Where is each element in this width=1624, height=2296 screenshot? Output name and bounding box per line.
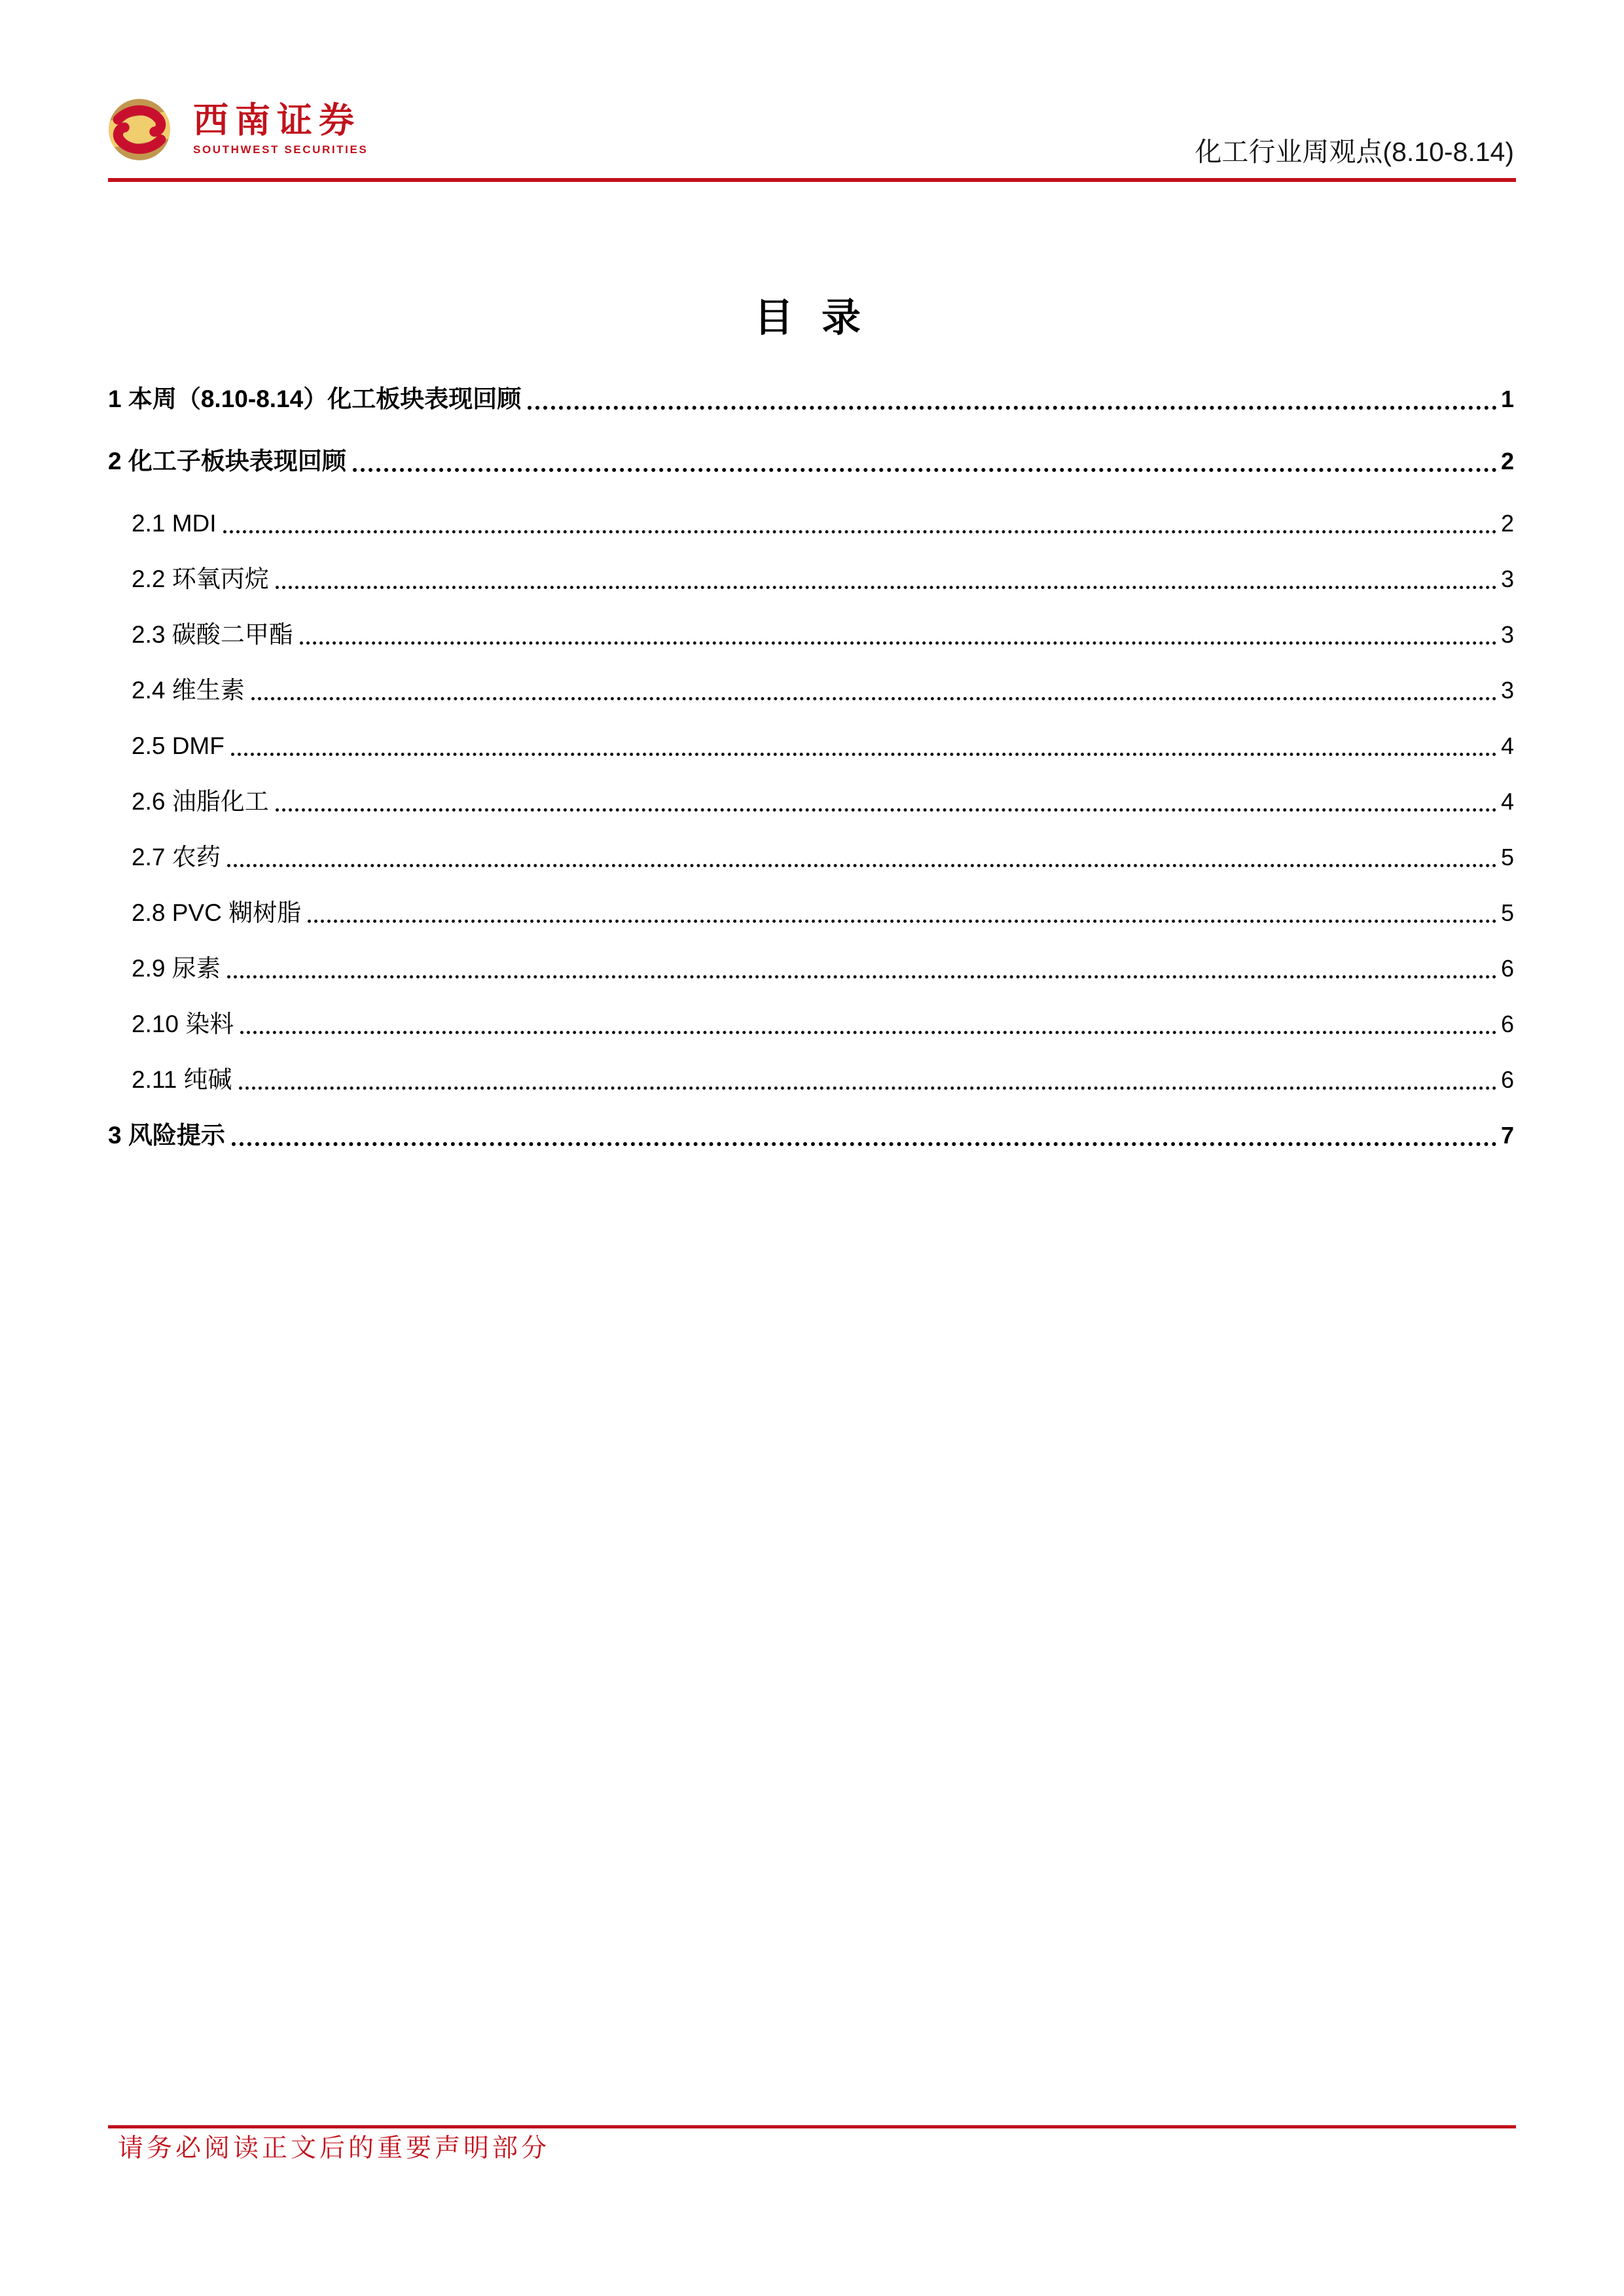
dot-leader xyxy=(300,641,1497,645)
toc-entry-page: 3 xyxy=(1500,621,1514,648)
toc-entry-page: 6 xyxy=(1500,1066,1514,1093)
dot-leader xyxy=(276,586,1497,589)
toc-entry-2-10[interactable] xyxy=(108,1008,1514,1041)
dot-leader xyxy=(353,468,1497,472)
brand-name-english: SOUTHWEST SECURITIES xyxy=(193,143,369,156)
toc-entry-page: 4 xyxy=(1500,732,1514,759)
dot-leader xyxy=(276,808,1497,812)
report-title: 化工行业周观点(8.10-8.14) xyxy=(1195,137,1514,167)
toc-entry-page: 1 xyxy=(1500,386,1514,412)
dot-leader xyxy=(232,1142,1497,1146)
toc-entry-label: 2.7 农药 xyxy=(132,844,221,870)
toc-entry-label: 2.2 环氧丙烷 xyxy=(132,565,269,592)
page-header xyxy=(0,0,1624,183)
toc-entry-page: 7 xyxy=(1500,1122,1514,1149)
toc-entry-page: 6 xyxy=(1500,1011,1514,1037)
toc-entry-2-7[interactable] xyxy=(108,841,1514,874)
dot-leader xyxy=(240,1031,1497,1034)
brand-name-chinese: 西南证券 xyxy=(193,101,361,140)
toc-entry-page: 4 xyxy=(1500,788,1514,815)
toc-entry-3[interactable] xyxy=(108,1119,1514,1152)
dot-leader xyxy=(231,753,1497,756)
toc-entry-2-2[interactable] xyxy=(108,563,1514,596)
header-divider xyxy=(108,178,1516,182)
toc-entry-page: 2 xyxy=(1500,448,1514,475)
toc-list xyxy=(108,383,1514,1181)
toc-entry-2-4[interactable] xyxy=(108,674,1514,707)
toc-entry-label: 3 风险提示 xyxy=(108,1122,225,1149)
toc-entry-label: 2.3 碳酸二甲酯 xyxy=(132,621,293,648)
toc-entry-2-11[interactable] xyxy=(108,1064,1514,1096)
toc-entry-2[interactable] xyxy=(108,445,1514,478)
toc-entry-label: 2.9 尿素 xyxy=(132,955,221,982)
toc-entry-2-8[interactable] xyxy=(108,897,1514,929)
dot-leader xyxy=(227,975,1497,978)
toc-entry-page: 3 xyxy=(1500,565,1514,592)
toc-entry-label: 1 本周（8.10-8.14）化工板块表现回顾 xyxy=(108,386,522,412)
dot-leader xyxy=(239,1086,1497,1090)
toc-entry-label: 2.6 油脂化工 xyxy=(132,788,269,815)
toc-entry-2-9[interactable] xyxy=(108,952,1514,985)
toc-entry-label: 2.1 MDI xyxy=(132,510,217,537)
logo-swirl-icon xyxy=(108,98,171,161)
dot-leader xyxy=(308,920,1497,923)
toc-entry-label: 2.4 维生素 xyxy=(132,677,245,704)
toc-entry-page: 6 xyxy=(1500,955,1514,982)
toc-entry-label: 2.5 DMF xyxy=(132,732,225,759)
toc-entry-2-5[interactable] xyxy=(108,730,1514,762)
toc-entry-2-1[interactable] xyxy=(108,507,1514,540)
dot-leader xyxy=(223,530,1497,533)
toc-entry-page: 2 xyxy=(1500,510,1514,537)
toc-entry-page: 3 xyxy=(1500,677,1514,704)
toc-entry-page: 5 xyxy=(1500,899,1514,926)
toc-entry-label: 2.10 染料 xyxy=(132,1011,234,1037)
toc-entry-label: 2 化工子板块表现回顾 xyxy=(108,448,346,475)
toc-entry-1[interactable] xyxy=(108,383,1514,416)
logo-text xyxy=(193,101,368,158)
dot-leader xyxy=(251,697,1497,700)
toc-entry-label: 2.11 纯碱 xyxy=(132,1066,232,1093)
toc-entry-page: 5 xyxy=(1500,844,1514,870)
dot-leader xyxy=(528,406,1497,410)
toc-entry-2-3[interactable] xyxy=(108,619,1514,651)
footer-divider xyxy=(108,2125,1516,2128)
toc-title: 目 录 xyxy=(754,296,870,340)
southwest-securities-logo xyxy=(108,98,368,161)
footer-disclaimer: 请务必阅读正文后的重要声明部分 xyxy=(118,2134,550,2162)
toc-entry-label: 2.8 PVC 糊树脂 xyxy=(132,899,302,926)
dot-leader xyxy=(227,864,1497,867)
toc-entry-2-6[interactable] xyxy=(108,785,1514,818)
